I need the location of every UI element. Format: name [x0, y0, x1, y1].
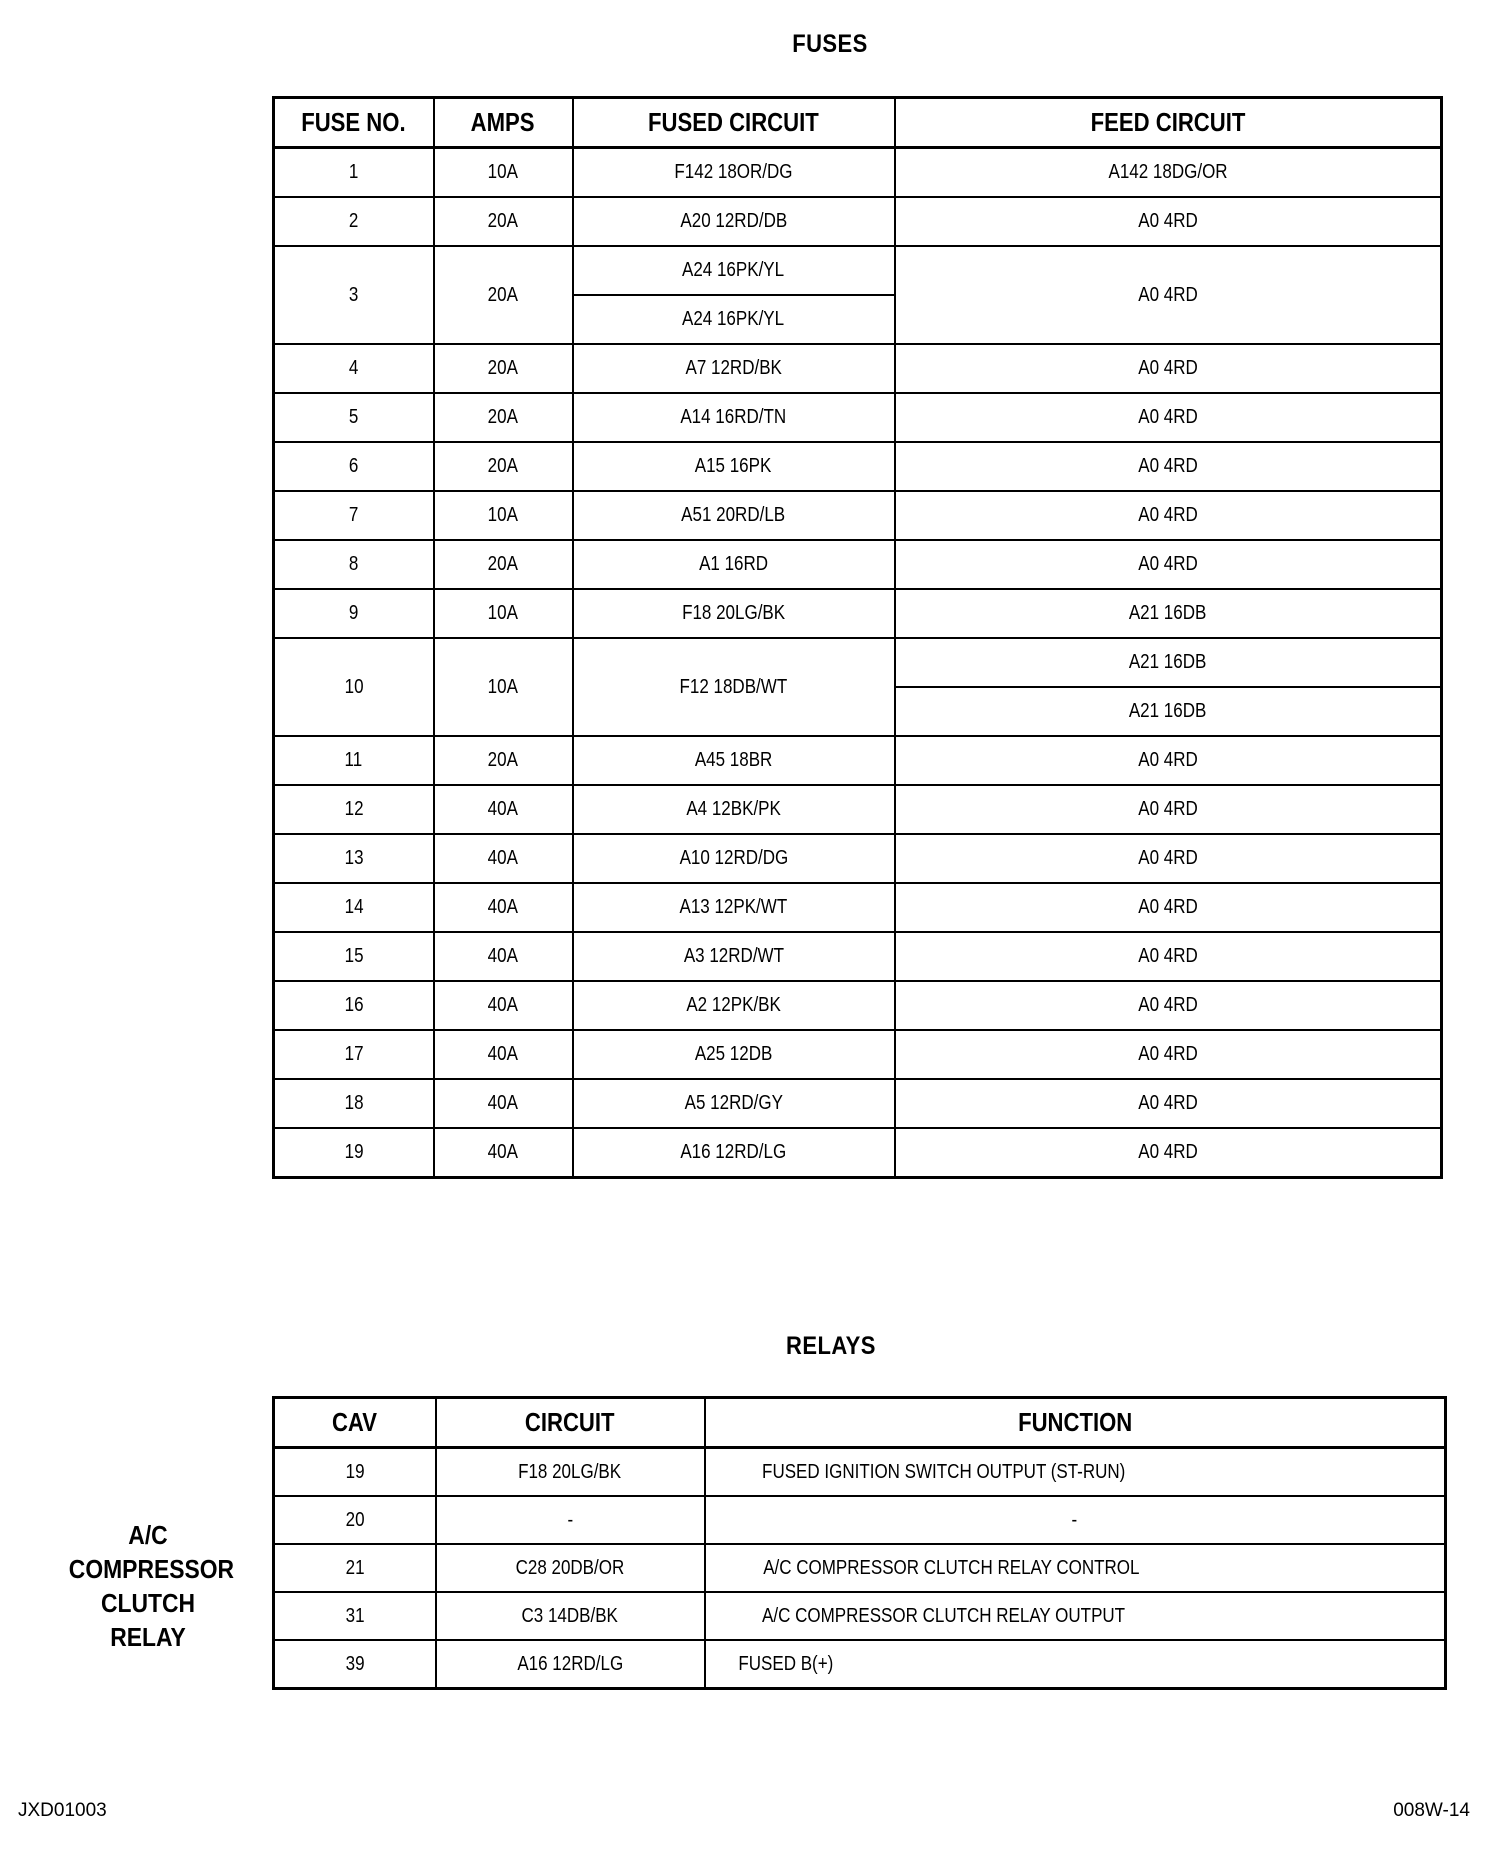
fused-circuit-cell: A5 12RD/GY	[573, 1079, 895, 1128]
amps-cell: 40A	[434, 1128, 573, 1178]
fuse-no-cell: 18	[274, 1079, 434, 1128]
fuses-header-row	[274, 98, 1442, 148]
amps-cell: 20A	[434, 393, 573, 442]
fuse-no-cell: 8	[274, 540, 434, 589]
amps-cell: 20A	[434, 540, 573, 589]
fused-circuit-cell: A25 12DB	[573, 1030, 895, 1079]
amps-cell: 40A	[434, 1079, 573, 1128]
circuit-cell: A16 12RD/LG	[436, 1640, 705, 1689]
table-row	[274, 148, 1442, 198]
fuse-no-cell: 2	[274, 197, 434, 246]
header-feed-circuit: FEED CIRCUIT	[895, 98, 1442, 148]
feed-circuit-cell: A0 4RD	[895, 1030, 1442, 1079]
fused-circuit-cell: A14 16RD/TN	[573, 393, 895, 442]
header-cav: CAV	[274, 1398, 436, 1448]
fuse-no-cell: 3	[274, 246, 434, 344]
table-row	[274, 638, 1442, 687]
feed-circuit-cell: A0 4RD	[895, 197, 1442, 246]
amps-cell: 40A	[434, 883, 573, 932]
fuse-no-cell: 4	[274, 344, 434, 393]
feed-circuit-cell: A0 4RD	[895, 981, 1442, 1030]
relay-label-line: CLUTCH	[100, 1588, 196, 1618]
table-row	[274, 393, 1442, 442]
feed-circuit-cell: A21 16DB	[895, 638, 1442, 687]
amps-cell: 20A	[434, 344, 573, 393]
header-circuit: CIRCUIT	[436, 1398, 705, 1448]
feed-circuit-cell: A0 4RD	[895, 736, 1442, 785]
relays-body	[274, 1448, 1446, 1689]
feed-circuit-cell: A0 4RD	[895, 491, 1442, 540]
relay-label-line: COMPRESSOR	[68, 1554, 235, 1584]
table-row	[274, 344, 1442, 393]
fused-circuit-cell: A7 12RD/BK	[573, 344, 895, 393]
feed-circuit-cell: A0 4RD	[895, 442, 1442, 491]
feed-circuit-cell: A0 4RD	[895, 344, 1442, 393]
table-row	[274, 1496, 1446, 1544]
relays-header-row	[274, 1398, 1446, 1448]
header-fuse-no: FUSE NO.	[274, 98, 434, 148]
fuse-no-cell: 1	[274, 148, 434, 198]
fuse-no-cell: 9	[274, 589, 434, 638]
fused-circuit-cell: F12 18DB/WT	[573, 638, 895, 736]
amps-cell: 10A	[434, 491, 573, 540]
table-row	[274, 540, 1442, 589]
header-fused-circuit: FUSED CIRCUIT	[573, 98, 895, 148]
fused-circuit-cell: A24 16PK/YL	[573, 295, 895, 344]
fused-circuit-cell: A51 20RD/LB	[573, 491, 895, 540]
table-row	[274, 491, 1442, 540]
function-cell: A/C COMPRESSOR CLUTCH RELAY OUTPUT	[705, 1592, 1446, 1640]
fused-circuit-cell: A45 18BR	[573, 736, 895, 785]
circuit-cell: C28 20DB/OR	[436, 1544, 705, 1592]
amps-cell: 40A	[434, 981, 573, 1030]
header-function: FUNCTION	[705, 1398, 1446, 1448]
cav-cell: 20	[274, 1496, 436, 1544]
page-id: 008W-14	[1393, 1800, 1470, 1821]
fused-circuit-cell: A13 12PK/WT	[573, 883, 895, 932]
table-row	[274, 197, 1442, 246]
feed-circuit-cell: A21 16DB	[895, 589, 1442, 638]
fuses-body	[274, 148, 1442, 1178]
table-row	[274, 1640, 1446, 1689]
fuse-no-cell: 17	[274, 1030, 434, 1079]
feed-circuit-cell: A0 4RD	[895, 246, 1442, 344]
circuit-cell: -	[436, 1496, 705, 1544]
cav-cell: 21	[274, 1544, 436, 1592]
table-row	[274, 1592, 1446, 1640]
fused-circuit-cell: F18 20LG/BK	[573, 589, 895, 638]
feed-circuit-cell: A0 4RD	[895, 932, 1442, 981]
feed-circuit-cell: A0 4RD	[895, 1128, 1442, 1178]
table-row	[274, 1030, 1442, 1079]
fused-circuit-cell: A1 16RD	[573, 540, 895, 589]
amps-cell: 10A	[434, 148, 573, 198]
table-row	[274, 1079, 1442, 1128]
amps-cell: 40A	[434, 932, 573, 981]
circuit-cell: F18 20LG/BK	[436, 1448, 705, 1497]
fused-circuit-cell: A10 12RD/DG	[573, 834, 895, 883]
fused-circuit-cell: A2 12PK/BK	[573, 981, 895, 1030]
fuse-no-cell: 7	[274, 491, 434, 540]
fuse-no-cell: 16	[274, 981, 434, 1030]
fused-circuit-cell: A3 12RD/WT	[573, 932, 895, 981]
feed-circuit-cell: A0 4RD	[895, 834, 1442, 883]
amps-cell: 20A	[434, 197, 573, 246]
fuse-no-cell: 19	[274, 1128, 434, 1178]
feed-circuit-cell: A0 4RD	[895, 1079, 1442, 1128]
relays-table	[272, 1396, 1447, 1690]
table-row	[274, 981, 1442, 1030]
amps-cell: 20A	[434, 246, 573, 344]
fuses-title: FUSES	[792, 30, 868, 58]
feed-circuit-cell: A0 4RD	[895, 540, 1442, 589]
table-row	[274, 883, 1442, 932]
fused-circuit-cell: F142 18OR/DG	[573, 148, 895, 198]
relay-label-line: RELAY	[110, 1622, 186, 1652]
amps-cell: 40A	[434, 834, 573, 883]
table-row	[274, 442, 1442, 491]
feed-circuit-cell: A0 4RD	[895, 883, 1442, 932]
cav-cell: 39	[274, 1640, 436, 1689]
circuit-cell: C3 14DB/BK	[436, 1592, 705, 1640]
amps-cell: 40A	[434, 1030, 573, 1079]
relays-title: RELAYS	[786, 1332, 876, 1360]
table-row	[274, 589, 1442, 638]
fused-circuit-cell: A15 16PK	[573, 442, 895, 491]
table-row	[274, 246, 1442, 295]
fuse-no-cell: 10	[274, 638, 434, 736]
feed-circuit-cell: A0 4RD	[895, 393, 1442, 442]
relay-label	[58, 1518, 238, 1654]
amps-cell: 40A	[434, 785, 573, 834]
table-row	[274, 834, 1442, 883]
fuses-table	[272, 96, 1443, 1179]
table-row	[274, 1448, 1446, 1497]
function-cell: FUSED B(+)	[705, 1640, 1446, 1689]
figure-id: JXD01003	[18, 1800, 107, 1821]
table-row	[274, 785, 1442, 834]
fuse-no-cell: 6	[274, 442, 434, 491]
fused-circuit-cell: A4 12BK/PK	[573, 785, 895, 834]
fused-circuit-cell: A20 12RD/DB	[573, 197, 895, 246]
feed-circuit-cell: A142 18DG/OR	[895, 148, 1442, 198]
fuse-no-cell: 14	[274, 883, 434, 932]
feed-circuit-cell: A21 16DB	[895, 687, 1442, 736]
feed-circuit-cell: A0 4RD	[895, 785, 1442, 834]
function-cell: -	[705, 1496, 1446, 1544]
function-cell: FUSED IGNITION SWITCH OUTPUT (ST-RUN)	[705, 1448, 1446, 1497]
fuse-no-cell: 5	[274, 393, 434, 442]
header-amps: AMPS	[434, 98, 573, 148]
fuse-no-cell: 12	[274, 785, 434, 834]
cav-cell: 31	[274, 1592, 436, 1640]
table-row	[274, 1128, 1442, 1178]
fused-circuit-cell: A24 16PK/YL	[573, 246, 895, 295]
function-cell: A/C COMPRESSOR CLUTCH RELAY CONTROL	[705, 1544, 1446, 1592]
fuse-no-cell: 11	[274, 736, 434, 785]
amps-cell: 20A	[434, 736, 573, 785]
table-row	[274, 1544, 1446, 1592]
table-row	[274, 932, 1442, 981]
fuse-no-cell: 13	[274, 834, 434, 883]
amps-cell: 10A	[434, 589, 573, 638]
table-row	[274, 736, 1442, 785]
cav-cell: 19	[274, 1448, 436, 1497]
amps-cell: 10A	[434, 638, 573, 736]
fuse-no-cell: 15	[274, 932, 434, 981]
fused-circuit-cell: A16 12RD/LG	[573, 1128, 895, 1178]
relay-label-line: A/C	[128, 1520, 168, 1550]
amps-cell: 20A	[434, 442, 573, 491]
